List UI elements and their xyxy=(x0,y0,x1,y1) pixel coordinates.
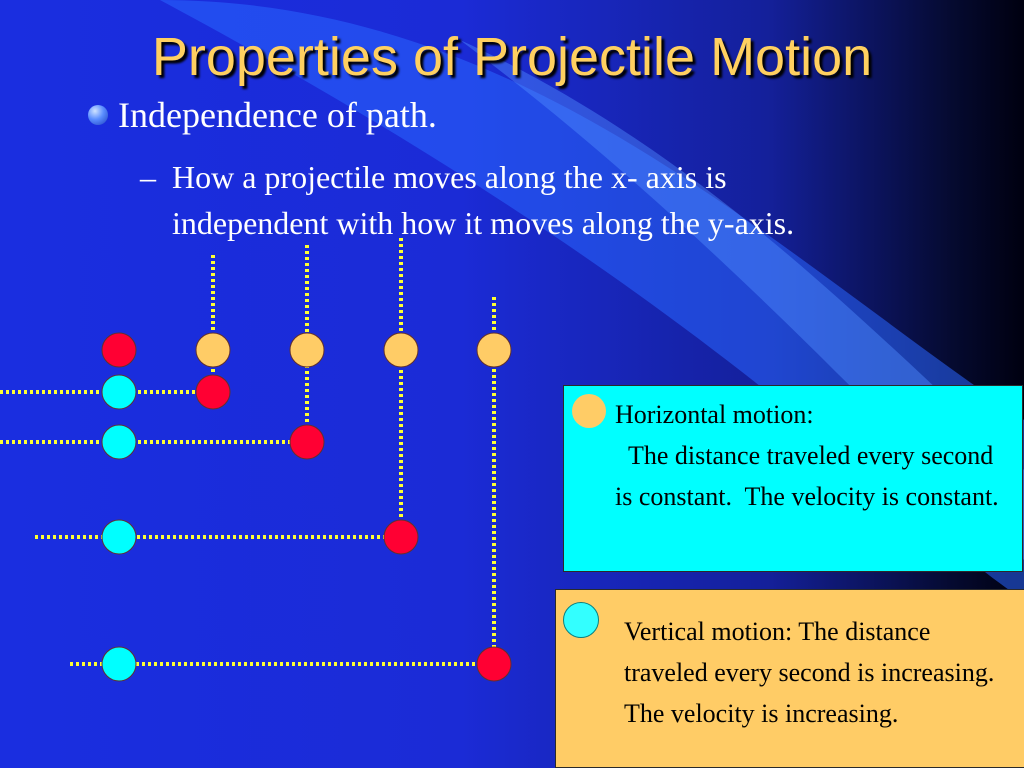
projectile-ball xyxy=(196,375,230,409)
projectile-ball xyxy=(102,333,136,367)
horizontal-motion-box xyxy=(563,385,1023,572)
vertical-motion-ball xyxy=(102,425,136,459)
bullet-item xyxy=(88,94,437,136)
bullet-text: Independence of path. xyxy=(118,95,437,135)
guide-lines xyxy=(0,238,494,664)
horizontal-motion-ball xyxy=(290,333,324,367)
vertical-motion-box xyxy=(555,589,1024,768)
vertical-motion-ball xyxy=(102,647,136,681)
projectile-ball xyxy=(290,425,324,459)
horizontal-motion-text: Horizontal motion: The distance traveled every second is constant. The velocity is constant. xyxy=(615,400,999,511)
horizontal-motion-ball xyxy=(384,333,418,367)
horizontal-motion-ball xyxy=(477,333,511,367)
vertical-motion-ball xyxy=(102,375,136,409)
projectile-ball xyxy=(477,647,511,681)
sub-bullet-dash: – xyxy=(140,159,156,195)
orange-circle-icon xyxy=(572,394,606,428)
horizontal-motion-ball xyxy=(196,333,230,367)
slide-title: Properties of Projectile Motion xyxy=(151,27,873,87)
bullet-dot-icon xyxy=(88,105,108,125)
projectile-ball xyxy=(384,520,418,554)
sub-bullet-text: How a projectile moves along the x- axis is independent with how it moves along the y-axis. xyxy=(172,159,795,241)
vertical-motion-text: Vertical motion: The distance traveled every second is increasing. The velocity is increasing. xyxy=(624,617,995,728)
vertical-motion-ball xyxy=(102,520,136,554)
cyan-circle-icon xyxy=(563,602,599,638)
